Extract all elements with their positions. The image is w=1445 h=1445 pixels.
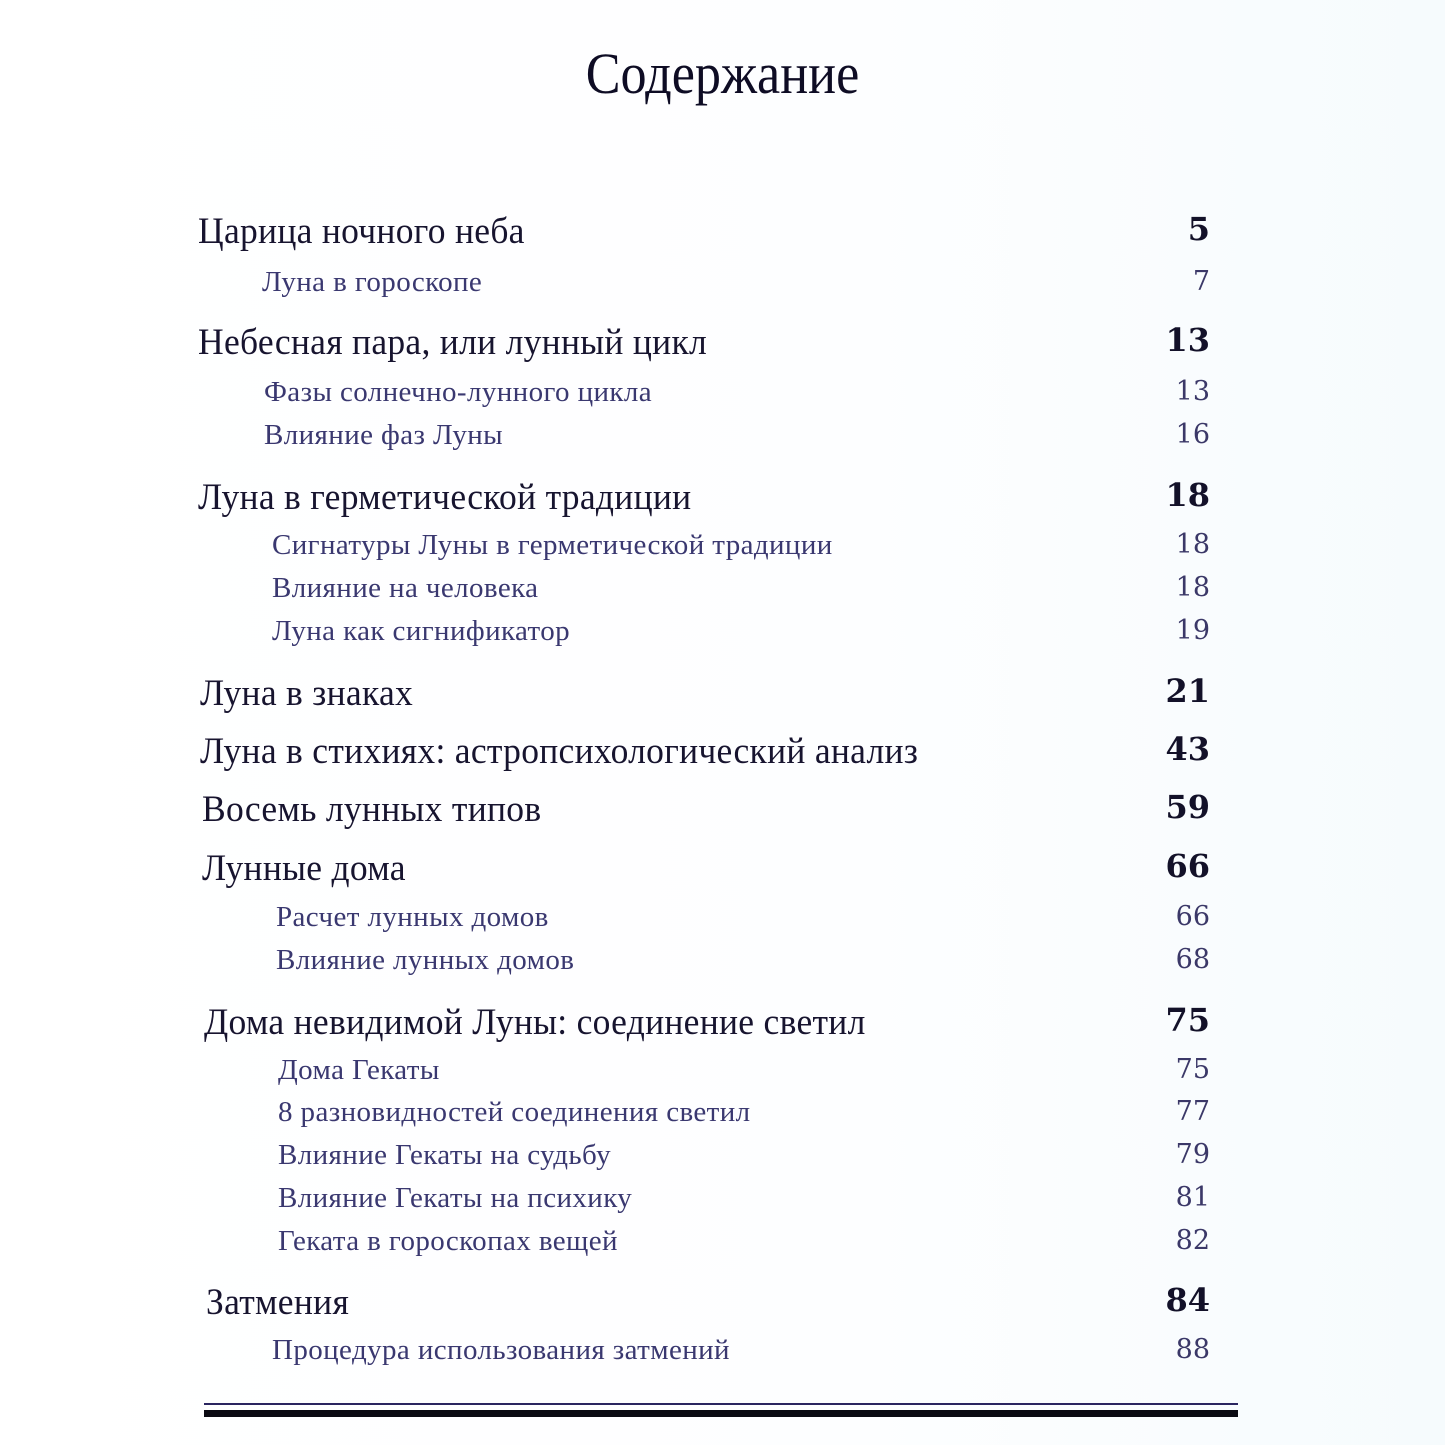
toc-section [0, 572, 1445, 616]
section-title: Влияние лунных домов [276, 944, 575, 976]
toc-section [0, 944, 1445, 988]
toc-section [0, 419, 1445, 463]
toc-section [0, 615, 1445, 659]
toc-section [0, 1139, 1445, 1183]
toc-section [0, 1096, 1445, 1140]
toc-section [0, 529, 1445, 573]
toc-section [0, 1054, 1445, 1098]
section-title: Влияние Гекаты на психику [278, 1182, 633, 1214]
toc-chapter [0, 1281, 1445, 1325]
toc-section [0, 376, 1445, 420]
chapter-title: Царица ночного неба [198, 211, 525, 252]
page-number: 7 [1192, 266, 1210, 297]
chapter-title: Восемь лунных типов [202, 789, 542, 830]
page-number: 68 [1175, 944, 1210, 975]
section-title: Влияние Гекаты на судьбу [278, 1139, 611, 1171]
page-number: 66 [1165, 847, 1210, 885]
section-title: Процедура использования затмений [272, 1334, 730, 1366]
chapter-title: Дома невидимой Луны: соединение светил [204, 1002, 866, 1043]
chapter-title: Луна в знаках [200, 673, 414, 714]
page-number: 66 [1175, 901, 1210, 932]
page-number: 75 [1165, 1001, 1210, 1039]
section-title: Расчет лунных домов [276, 901, 549, 933]
toc-chapter [0, 1001, 1445, 1045]
page-number: 21 [1165, 672, 1210, 710]
section-title: Сигнатуры Луны в герметической традиции [272, 529, 833, 561]
page-number: 81 [1175, 1182, 1210, 1213]
section-title: Геката в гороскопах вещей [278, 1225, 618, 1257]
footer-rule-thin [204, 1403, 1238, 1405]
page-number: 79 [1175, 1139, 1210, 1170]
page-number: 18 [1175, 529, 1210, 560]
toc-chapter [0, 847, 1445, 891]
page-number: 18 [1175, 572, 1210, 603]
toc-chapter [0, 672, 1445, 716]
toc-section [0, 266, 1445, 310]
page-number: 19 [1175, 615, 1210, 646]
section-title: 8 разновидностей соединения светил [278, 1096, 751, 1128]
page-number: 13 [1175, 376, 1210, 407]
toc-section [0, 1182, 1445, 1226]
page-number: 5 [1187, 210, 1210, 248]
chapter-title: Лунные дома [202, 848, 406, 889]
page-number: 82 [1175, 1225, 1210, 1256]
chapter-title: Луна в герметической традиции [198, 477, 692, 518]
page-number: 88 [1175, 1334, 1210, 1365]
toc-chapter [0, 476, 1445, 520]
toc-chapter [0, 788, 1445, 832]
page-number: 59 [1165, 788, 1210, 826]
toc-chapter [0, 321, 1445, 365]
section-title: Луна в гороскопе [262, 266, 483, 298]
footer-rule-thick [204, 1410, 1238, 1417]
section-title: Дома Гекаты [278, 1054, 440, 1086]
chapter-title: Затмения [206, 1282, 350, 1323]
section-title: Влияние на человека [272, 572, 539, 604]
chapter-title: Небесная пара, или лунный цикл [198, 322, 708, 363]
section-title: Влияние фаз Луны [264, 419, 504, 451]
page-number: 75 [1175, 1054, 1210, 1085]
page-number: 18 [1165, 476, 1210, 514]
page-number: 77 [1175, 1096, 1210, 1127]
page-number: 16 [1175, 419, 1210, 450]
toc-chapter [0, 730, 1445, 774]
toc-section [0, 901, 1445, 945]
page-title: Содержание [585, 41, 860, 106]
toc-section [0, 1334, 1445, 1378]
toc-section [0, 1225, 1445, 1269]
chapter-title: Луна в стихиях: астропсихологический анализ [200, 731, 919, 772]
toc-chapter [0, 210, 1445, 254]
page-number: 43 [1165, 730, 1210, 768]
section-title: Луна как сигнификатор [272, 615, 571, 647]
page-number: 13 [1165, 321, 1210, 359]
page-number: 84 [1165, 1281, 1210, 1319]
section-title: Фазы солнечно-лунного цикла [264, 376, 653, 408]
